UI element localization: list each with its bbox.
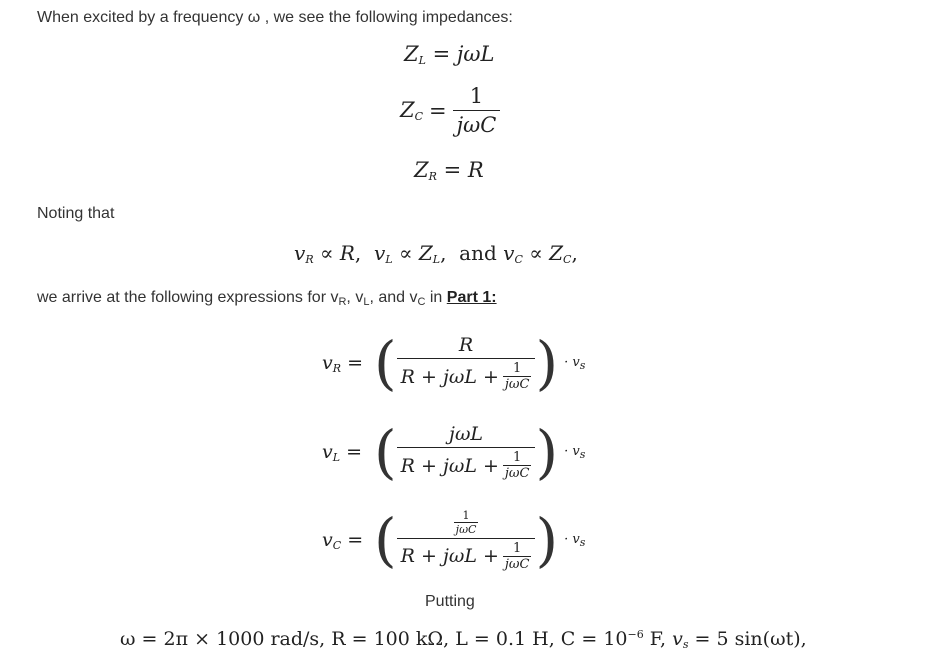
expression-vc: $v_C$ = ( $\frac{1}{\text{jωC}}$ R + jωL + $\frac{1}{\text{jωC}}$ ) · $v_s$ (322, 506, 586, 574)
expression-vl: $v_L$ = ( jωL R + jωL + $\frac{1}{\text{jωC}}$ ) · $v_s$ (322, 418, 586, 486)
values-line: ω = 2π × 1000 rad/s, R = 100 kΩ, L = 0.1 H, $C = 10^{-6}$ F, $v_s = 5$ sin(ωt), (120, 628, 807, 651)
part-1-link[interactable]: Part 1: (446, 289, 497, 306)
equation-zc: $Z_C$ = $\frac{1}{\text{jωC}}$ (400, 84, 500, 137)
proportional-line: $v_R \propto R$, $v_L \propto Z_L$, and $v_C \propto Z_C$, (294, 241, 578, 266)
arrive-text: we arrive at the following expressions for $v_R$, $v_L$, and $v_C$ in Part 1: (37, 289, 497, 308)
putting-text: Putting (425, 593, 475, 610)
equation-zr: $Z_R = R$ (414, 158, 484, 183)
equation-zl: $Z_L = j\omega L$ (404, 42, 495, 67)
expression-vr: $v_R$ = ( R R + jωL + $\frac{1}{\text{jωC}}$ ) · $v_s$ (322, 329, 586, 397)
noting-text: Noting that (37, 205, 115, 222)
intro-text: When excited by a frequency ω , we see the following impedances: (37, 9, 513, 26)
